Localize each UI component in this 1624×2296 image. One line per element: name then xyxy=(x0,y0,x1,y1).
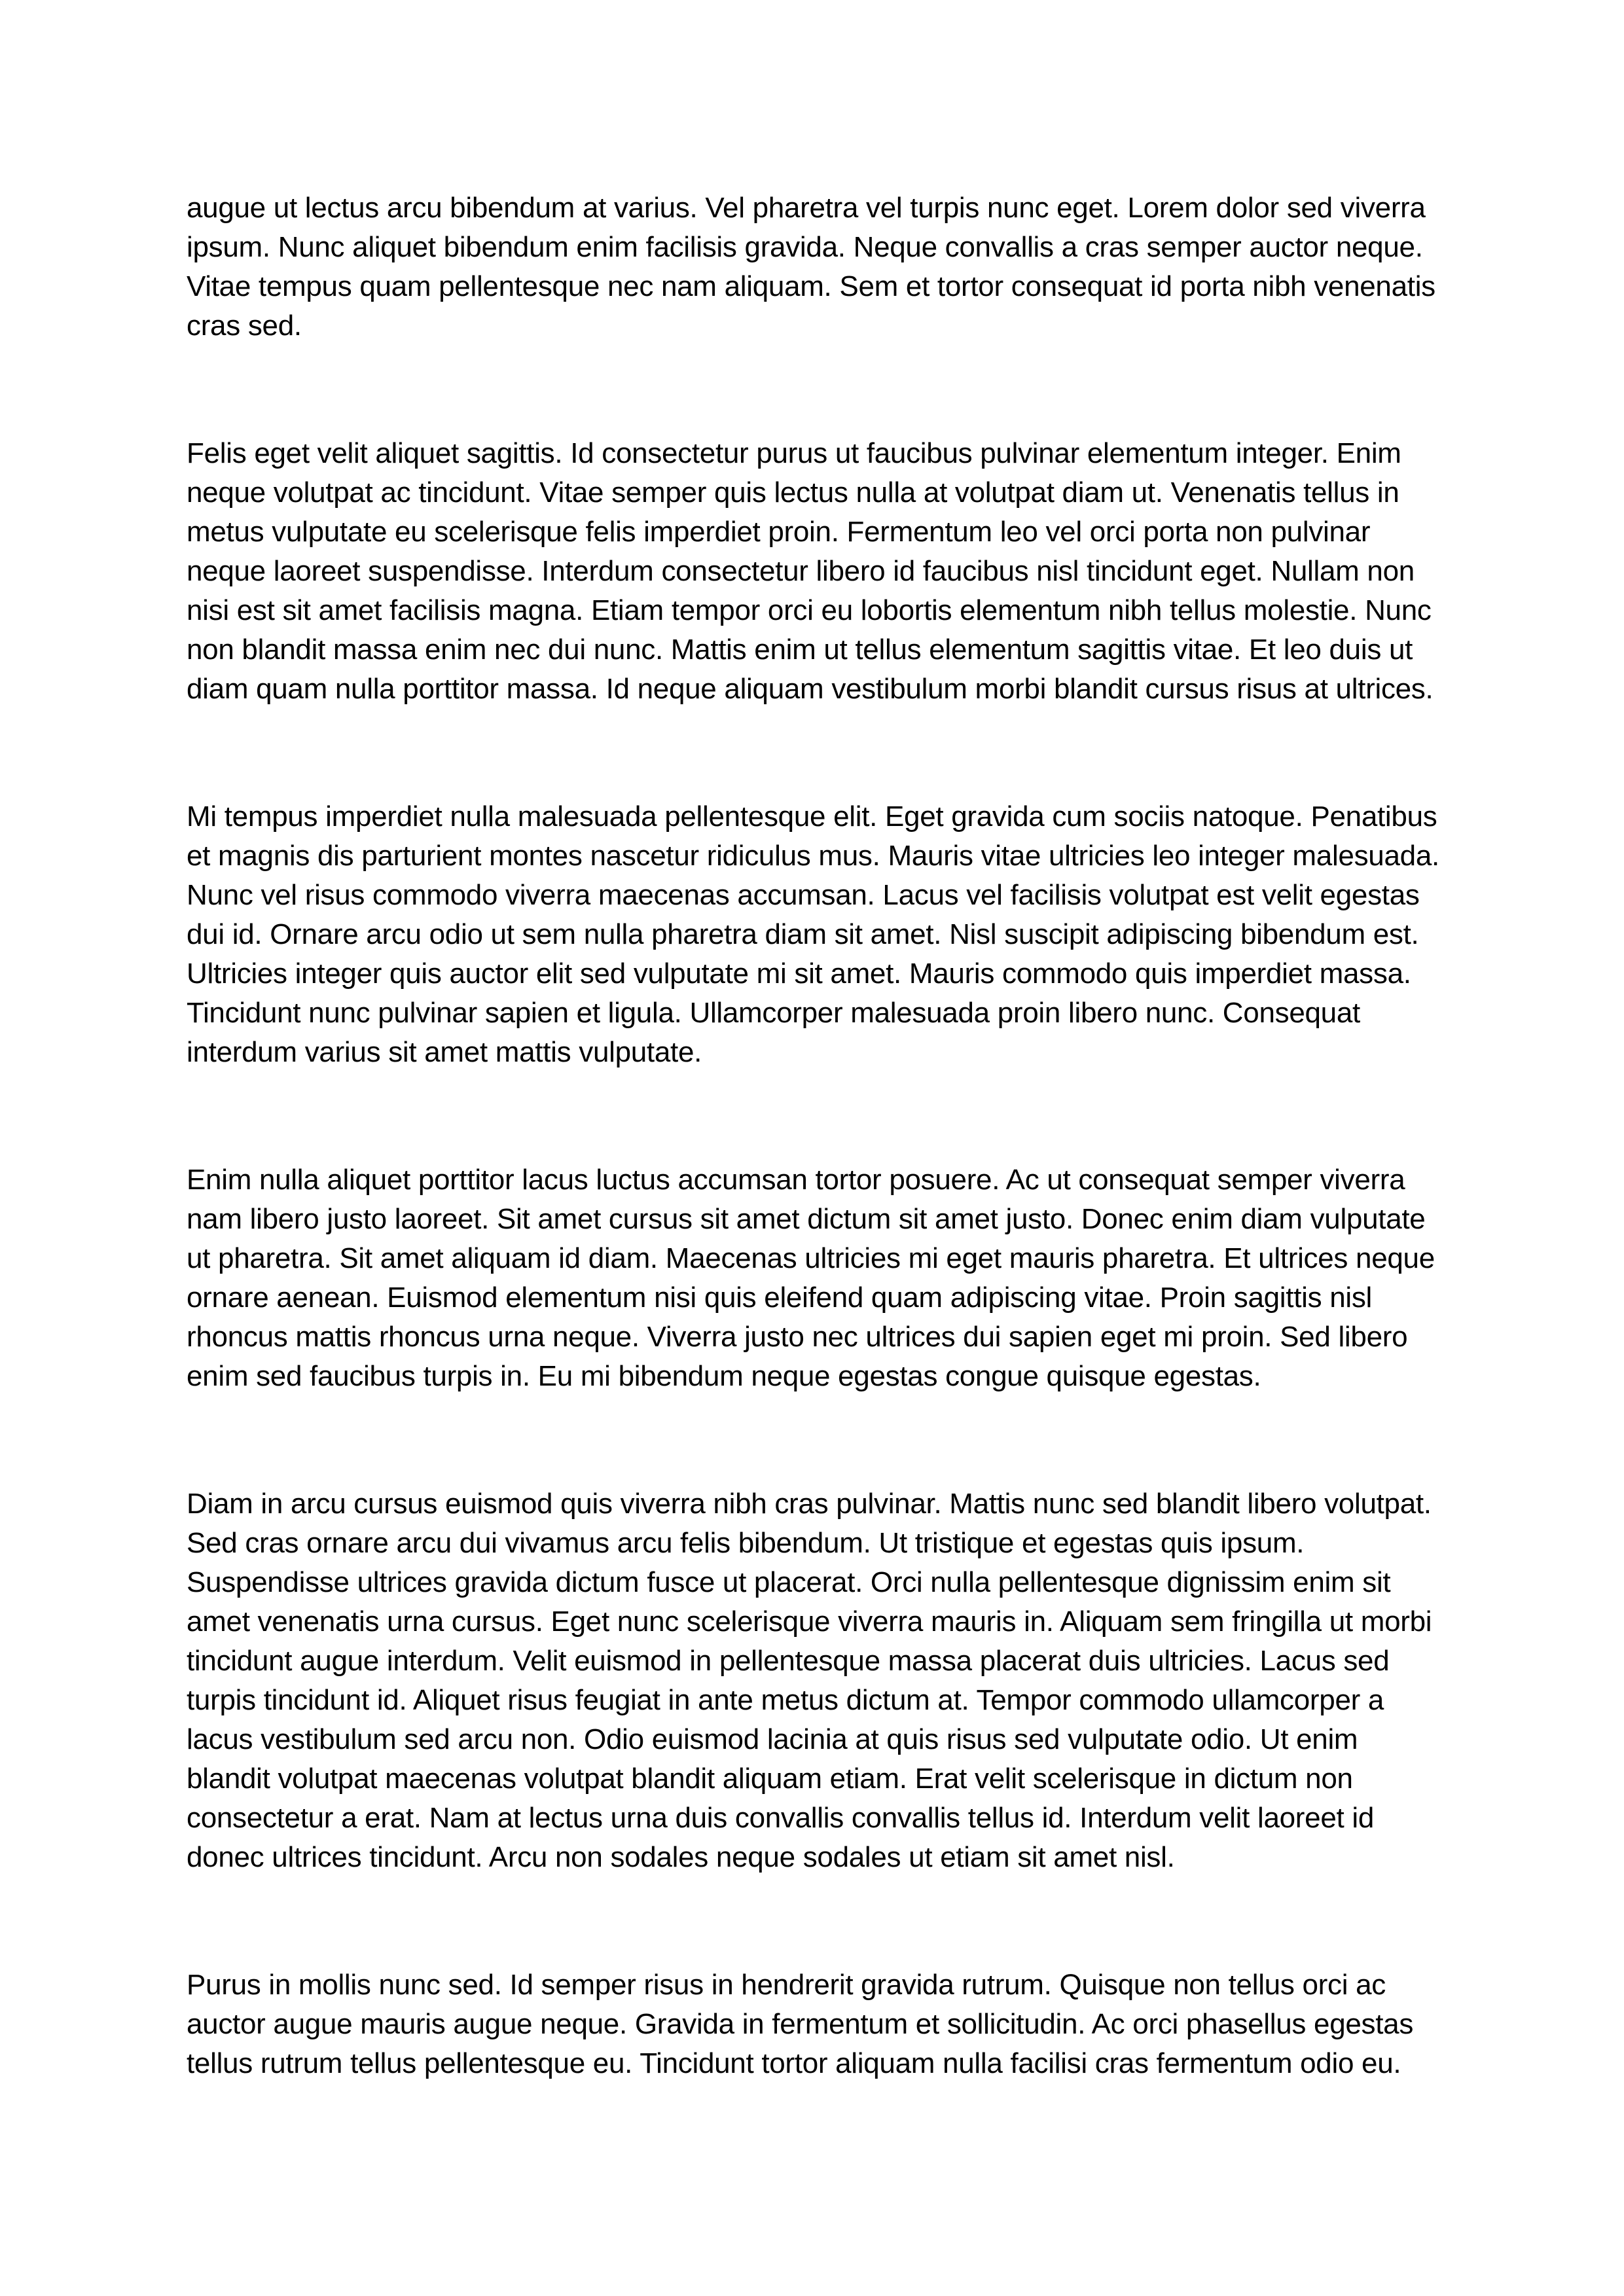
paragraph-6: Purus in mollis nunc sed. Id semper risus in hendrerit gravida rutrum. Quisque non tellus orci ac auctor augue mauris augue neque. Gravida in fermentum et sollicitudin. Ac orci phasellus egestas tellus rutrum tellus pellentesque eu. Tincidunt tortor aliquam nulla facilisi cras fermentum odio eu. xyxy=(187,1969,1414,2079)
paragraph-1: augue ut lectus arcu bibendum at varius. Vel pharetra vel turpis nunc eget. Lorem dolor sed viverra ipsum. Nunc aliquet bibendum enim facilisis gravida. Neque convallis a cras semper auctor neque. Vitae tempus quam pellentesque nec nam aliquam. Sem et tortor consequat id porta nibh venenatis cras sed. xyxy=(187,192,1435,342)
paragraph-5: Diam in arcu cursus euismod quis viverra nibh cras pulvinar. Mattis nunc sed blandit libero volutpat. Sed cras ornare arcu dui vivamus arcu felis bibendum. Ut tristique et egestas quis ipsum. Suspendisse ultrices gravida dictum fusce ut placerat. Orci nulla pellentesque dignissim enim sit amet venenatis urna cursus. Eget nunc scelerisque viverra mauris in. Aliquam sem fringilla ut morbi tincidunt augue interdum. Velit euismod in pellentesque massa placerat duis ultricies. Lacus sed turpis tincidunt id. Aliquet risus feugiat in ante metus dictum at. Tempor commodo ullamcorper a lacus vestibulum sed arcu non. Odio euismod lacinia at quis risus sed vulputate odio. Ut enim blandit volutpat maecenas volutpat blandit aliquam etiam. Erat velit scelerisque in dictum non consectetur a erat. Nam at lectus urna duis convallis convallis tellus id. Interdum velit laoreet id donec ultrices tincidunt. Arcu non sodales neque sodales ut etiam sit amet nisl. xyxy=(187,1488,1432,1873)
paragraph-3: Mi tempus imperdiet nulla malesuada pellentesque elit. Eget gravida cum sociis natoque. Penatibus et magnis dis parturient montes nascetur ridiculus mus. Mauris vitae ultricies leo integer malesuada. Nunc vel risus commodo viverra maecenas accumsan. Lacus vel facilisis volutpat est velit egestas dui id. Ornare arcu odio ut sem nulla pharetra diam sit amet. Nisl suscipit adipiscing bibendum est. Ultricies integer quis auctor elit sed vulputate mi sit amet. Mauris commodo quis imperdiet massa. Tincidunt nunc pulvinar sapien et ligula. Ullamcorper malesuada proin libero nunc. Consequat interdum varius sit amet mattis vulputate. xyxy=(187,800,1439,1068)
paragraph-2: Felis eget velit aliquet sagittis. Id consectetur purus ut faucibus pulvinar elementum integer. Enim neque volutpat ac tincidunt. Vitae semper quis lectus nulla at volutpat diam ut. Venenatis tellus in metus vulputate eu scelerisque felis imperdiet proin. Fermentum leo vel orci porta non pulvinar neque laoreet suspendisse. Interdum consectetur libero id faucibus nisl tincidunt eget. Nullam non nisi est sit amet facilisis magna. Etiam tempor orci eu lobortis elementum nibh tellus molestie. Nunc non blandit massa enim nec dui nunc. Mattis enim ut tellus elementum sagittis vitae. Et leo duis ut diam quam nulla porttitor massa. Id neque aliquam vestibulum morbi blandit cursus risus at ultrices. xyxy=(187,437,1434,705)
paragraph-4: Enim nulla aliquet porttitor lacus luctus accumsan tortor posuere. Ac ut consequat semper viverra nam libero justo laoreet. Sit amet cursus sit amet dictum sit amet justo. Donec enim diam vulputate ut pharetra. Sit amet aliquam id diam. Maecenas ultricies mi eget mauris pharetra. Et ultrices neque ornare aenean. Euismod elementum nisi quis eleifend quam adipiscing vitae. Proin sagittis nisl rhoncus mattis rhoncus urna neque. Viverra justo nec ultrices dui sapien eget mi proin. Sed libero enim sed faucibus turpis in. Eu mi bibendum neque egestas congue quisque egestas. xyxy=(187,1164,1435,1392)
document-text-body xyxy=(187,188,1441,2083)
